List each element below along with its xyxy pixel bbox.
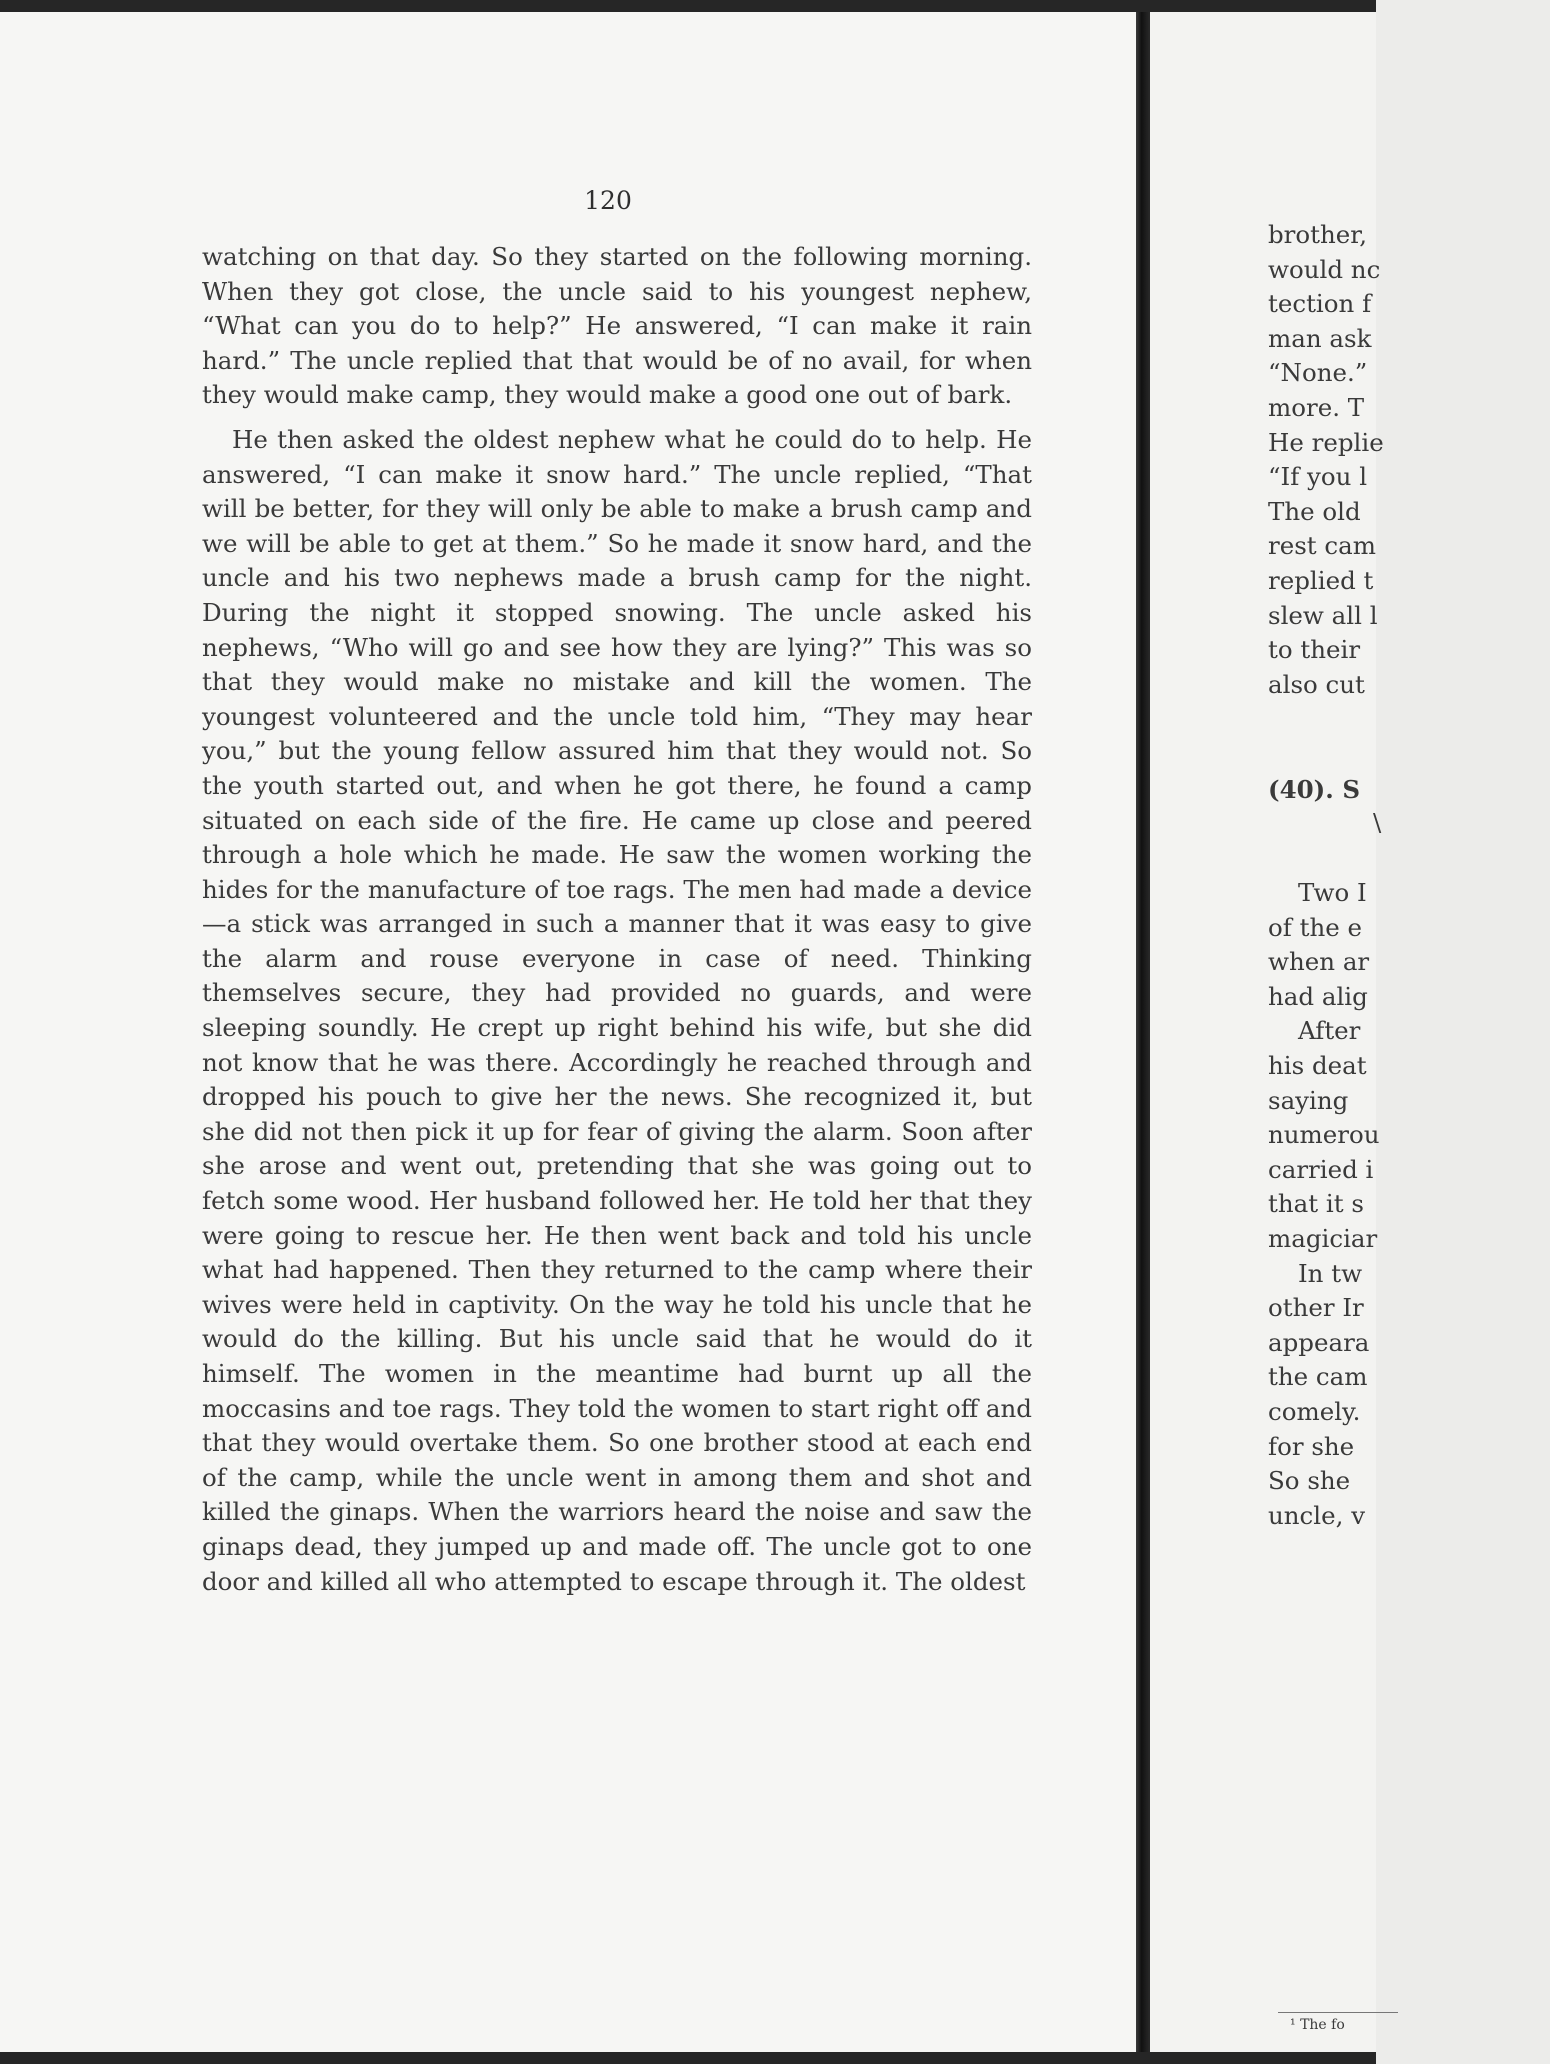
- right-line: Two I: [1298, 878, 1367, 907]
- section-heading: (40). S: [1268, 775, 1361, 804]
- right-line: “If you l: [1268, 462, 1368, 492]
- right-line: man ask: [1268, 323, 1372, 353]
- section-heading-line-2: \: [1373, 808, 1382, 837]
- right-line: uncle, v: [1268, 1500, 1366, 1530]
- right-line: In tw: [1298, 1258, 1363, 1288]
- right-line: magiciar: [1268, 1224, 1378, 1253]
- right-line: carried i: [1268, 1154, 1374, 1184]
- right-line: The old: [1268, 496, 1361, 526]
- right-line: rest cam: [1268, 531, 1376, 561]
- right-line: his deat: [1268, 1051, 1367, 1080]
- right-line: the cam: [1268, 1362, 1368, 1392]
- footnote-rule: [1278, 2012, 1398, 2013]
- right-line: had alig: [1268, 981, 1368, 1011]
- right-line: for she: [1268, 1431, 1355, 1461]
- right-line: slew all l: [1268, 600, 1378, 630]
- right-line: So she: [1268, 1466, 1351, 1496]
- right-line: to their: [1268, 635, 1361, 665]
- book-gutter: [1136, 12, 1150, 2052]
- right-line: when ar: [1268, 947, 1370, 977]
- right-line: other Ir: [1268, 1293, 1364, 1323]
- main-text-block: [202, 240, 1032, 1599]
- right-line: He replie: [1268, 427, 1384, 457]
- right-line: that it s: [1268, 1189, 1364, 1219]
- right-line: comely.: [1268, 1397, 1361, 1426]
- right-line: of the e: [1268, 912, 1363, 942]
- right-line: also cut: [1268, 669, 1365, 699]
- footnote-text: ¹ The fo: [1290, 2017, 1345, 2033]
- right-line: replied t: [1268, 566, 1374, 595]
- right-line: saying: [1268, 1085, 1349, 1115]
- right-line: would nc: [1268, 254, 1381, 284]
- page-number: 120: [584, 186, 632, 215]
- paragraph-1: watching on that day. So they started on the following morning. When they got close, the uncle said to his youngest nephew, “What can you do to help?” He answered, “I can make it rain hard.” The uncle replied that that would be of no avail, for when they would make camp, they would make a good one out of bark.: [202, 242, 1032, 410]
- right-line: “None.”: [1268, 358, 1368, 388]
- paragraph-2: He then asked the oldest nephew what he could do to help. He answered, “I can make it snow hard.” The uncle replied, “That will be better, for they will only be able to make a brush camp and we will be able to get at them.” So he made it snow hard, and the uncle and his two nephews made a brush camp for the night. During the night it stopped snowing. The uncle asked his nephews, “Who will go and see how they are lying?” This was so that they would make no mistake and kill the women. The youngest volunteered and the uncle told him, “They may hear you,” but the young fellow assured him that they would not. So the youth started out, and when he got there, he found a camp situated on each side of the fire. He came up close and peered through a hole which he made. He saw the women working the hides for the manufacture of toe rags. The men had made a device—a stick was arranged in such a manner that it was easy to give the alarm and rouse everyone in case of need. Thinking themselves secure, they had provided no guards, and were sleeping soundly. He crept up right behind his wife, but she did not know that he was there. Accordingly he reached through and dropped his pouch to give her the news. She recognized it, but she did not then pick it up for fear of giving the alarm. Soon after she arose and went out, pretending that she was going out to fetch some wood. Her husband followed her. He told her that they were going to rescue her. He then went back and told his uncle what had happened. Then they returned to the camp where their wives were held in captivity. On the way he told his uncle that he would do the killing. But his uncle said that he would do it himself. The women in the meantime had burnt up all the moccasins and toe rags. They told the women to start right off and that they would overtake them. So one brother stood at each end of the camp, while the uncle went in among them and shot and killed the ginaps. When the warriors heard the noise and saw the ginaps dead, they jumped up and made off. The uncle got to one door and killed all who attempted to escape through it. The oldest: [202, 424, 1032, 1596]
- right-line: tection f: [1268, 289, 1372, 319]
- scan-bottom-border: [0, 2052, 1376, 2064]
- right-line: more. T: [1268, 393, 1365, 422]
- right-line: numerou: [1268, 1120, 1380, 1150]
- right-line: appeara: [1268, 1327, 1370, 1357]
- right-line: brother,: [1268, 220, 1368, 249]
- scan-top-border: [0, 0, 1376, 12]
- right-line: After: [1298, 1016, 1361, 1046]
